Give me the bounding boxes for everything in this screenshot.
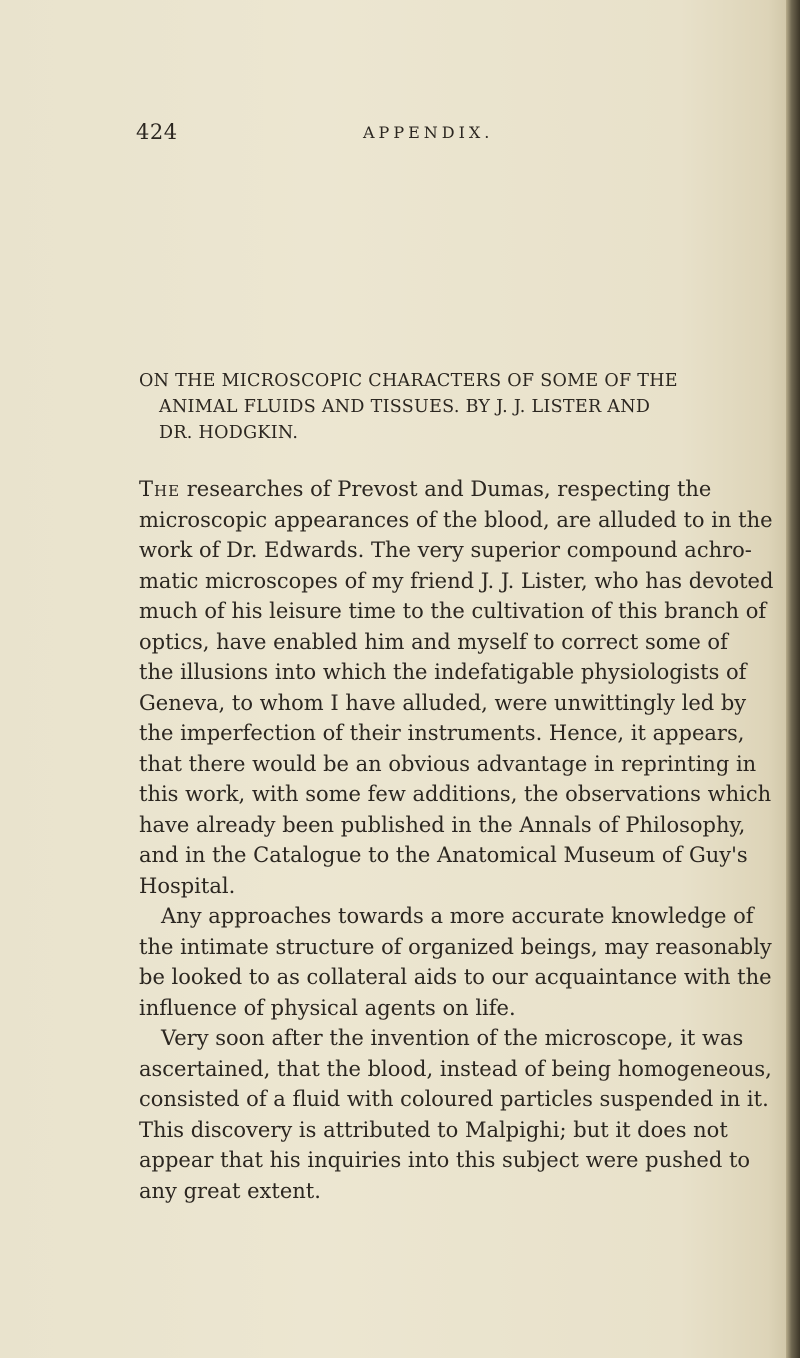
text-line: ascertained, that the blood, instead of being homogeneous,: [139, 1056, 772, 1081]
text-line: Very soon after the invention of the microscope, it was: [161, 1026, 744, 1050]
title-line: ANIMAL FLUIDS AND TISSUES. BY J. J. LISTER AND: [159, 397, 651, 417]
text-line: appear that his inquiries into this subject were pushed to: [139, 1148, 751, 1172]
text-line: consisted of a fluid with coloured particles suspended in it.: [139, 1087, 769, 1111]
text-line: matic microscopes of my friend J. J. Lister, who has devoted: [139, 568, 774, 593]
text-line: optics, have enabled him and myself to correct some of: [139, 629, 728, 654]
text-line: the illusions into which the indefatigable physiologists of: [139, 660, 747, 684]
lead-word: The: [139, 477, 181, 501]
text-line: work of Dr. Edwards. The very superior compound achro-: [139, 538, 752, 562]
title-line: ON THE MICROSCOPIC CHARACTERS OF SOME OF THE: [139, 371, 678, 391]
text-line: This discovery is attributed to Malpighi; but it does not: [139, 1117, 728, 1142]
text-line: the intimate structure of organized beings, may reasonably: [139, 934, 772, 959]
text-line: Hospital.: [139, 873, 236, 898]
text-line: microscopic appearances of the blood, are alluded to in the: [139, 507, 773, 532]
text-line: the imperfection of their instruments. Hence, it appears,: [139, 721, 745, 745]
text-line: influence of physical agents on life.: [139, 995, 516, 1020]
article-title: [139, 368, 759, 446]
text-line-rest: researches of Prevost and Dumas, respecting the: [180, 477, 712, 501]
page-header: [136, 120, 656, 160]
title-line: DR. HODGKIN.: [159, 423, 299, 443]
article-body: [139, 474, 774, 1206]
text-line: any great extent.: [139, 1178, 321, 1203]
text-line: be looked to as collateral aids to our acquaintance with the: [139, 965, 772, 989]
text-line: [139, 474, 759, 505]
text-line: and in the Catalogue to the Anatomical Museum of Guy's: [139, 843, 748, 867]
text-line: much of his leisure time to the cultivation of this branch of: [139, 599, 767, 623]
text-line: Any approaches towards a more accurate knowledge of: [161, 904, 754, 928]
page-binding-edge: [786, 0, 800, 1358]
page-number: 424: [136, 120, 178, 144]
running-head: APPENDIX.: [363, 123, 494, 142]
text-line: have already been published in the Annals of Philosophy,: [139, 812, 746, 837]
text-line: this work, with some few additions, the observations which: [139, 782, 772, 806]
text-line: Geneva, to whom I have alluded, were unwittingly led by: [139, 690, 747, 715]
text-line: that there would be an obvious advantage in reprinting in: [139, 751, 757, 776]
